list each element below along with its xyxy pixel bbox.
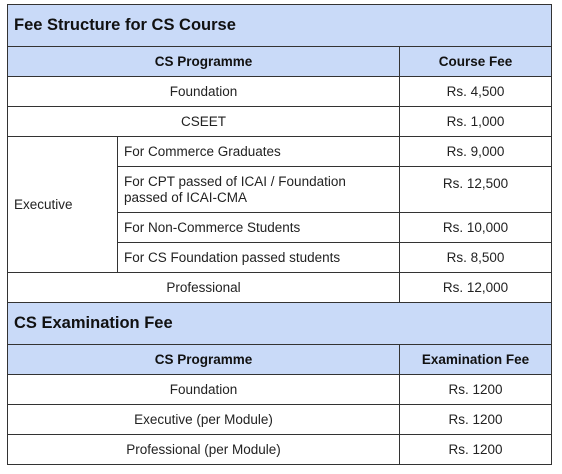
executive-sub-label: For Commerce Graduates <box>118 137 400 167</box>
fee-structure-table <box>7 4 552 465</box>
programme-foundation: Foundation <box>8 77 400 107</box>
fee-professional: Rs. 12,000 <box>400 273 552 303</box>
executive-sub-fee: Rs. 8,500 <box>400 243 552 273</box>
table-row <box>8 107 552 137</box>
exam-programme-label: Executive (per Module) <box>8 405 400 435</box>
exam-fee-value: Rs. 1200 <box>400 405 552 435</box>
fee-cseet: Rs. 1,000 <box>400 107 552 137</box>
course-fee-header-row <box>8 47 552 77</box>
programme-professional: Professional <box>8 273 400 303</box>
exam-fee-title-row <box>8 303 552 345</box>
executive-sub-fee: Rs. 10,000 <box>400 213 552 243</box>
table-row <box>8 435 552 465</box>
executive-sub-label: For CS Foundation passed students <box>118 243 400 273</box>
programme-cseet: CSEET <box>8 107 400 137</box>
exam-programme-label: Foundation <box>8 375 400 405</box>
table-row <box>8 137 552 167</box>
exam-header-programme: CS Programme <box>8 345 400 375</box>
table-row <box>8 273 552 303</box>
table-row <box>8 405 552 435</box>
exam-fee-value: Rs. 1200 <box>400 435 552 465</box>
course-header-fee: Course Fee <box>400 47 552 77</box>
executive-sub-fee: Rs. 9,000 <box>400 137 552 167</box>
exam-fee-title: CS Examination Fee <box>8 303 552 345</box>
table-row <box>8 77 552 107</box>
fee-tables-container <box>7 4 552 465</box>
fee-foundation: Rs. 4,500 <box>400 77 552 107</box>
course-fee-title: Fee Structure for CS Course <box>8 5 552 47</box>
course-fee-title-row <box>8 5 552 47</box>
exam-programme-label: Professional (per Module) <box>8 435 400 465</box>
exam-fee-header-row <box>8 345 552 375</box>
executive-sub-fee: Rs. 12,500 <box>400 167 552 213</box>
exam-fee-value: Rs. 1200 <box>400 375 552 405</box>
exam-header-fee: Examination Fee <box>400 345 552 375</box>
course-header-programme: CS Programme <box>8 47 400 77</box>
executive-sub-label: For Non-Commerce Students <box>118 213 400 243</box>
executive-sub-label: For CPT passed of ICAI / Foundation passed of ICAI-CMA <box>118 167 400 213</box>
programme-executive: Executive <box>8 137 118 273</box>
table-row <box>8 375 552 405</box>
